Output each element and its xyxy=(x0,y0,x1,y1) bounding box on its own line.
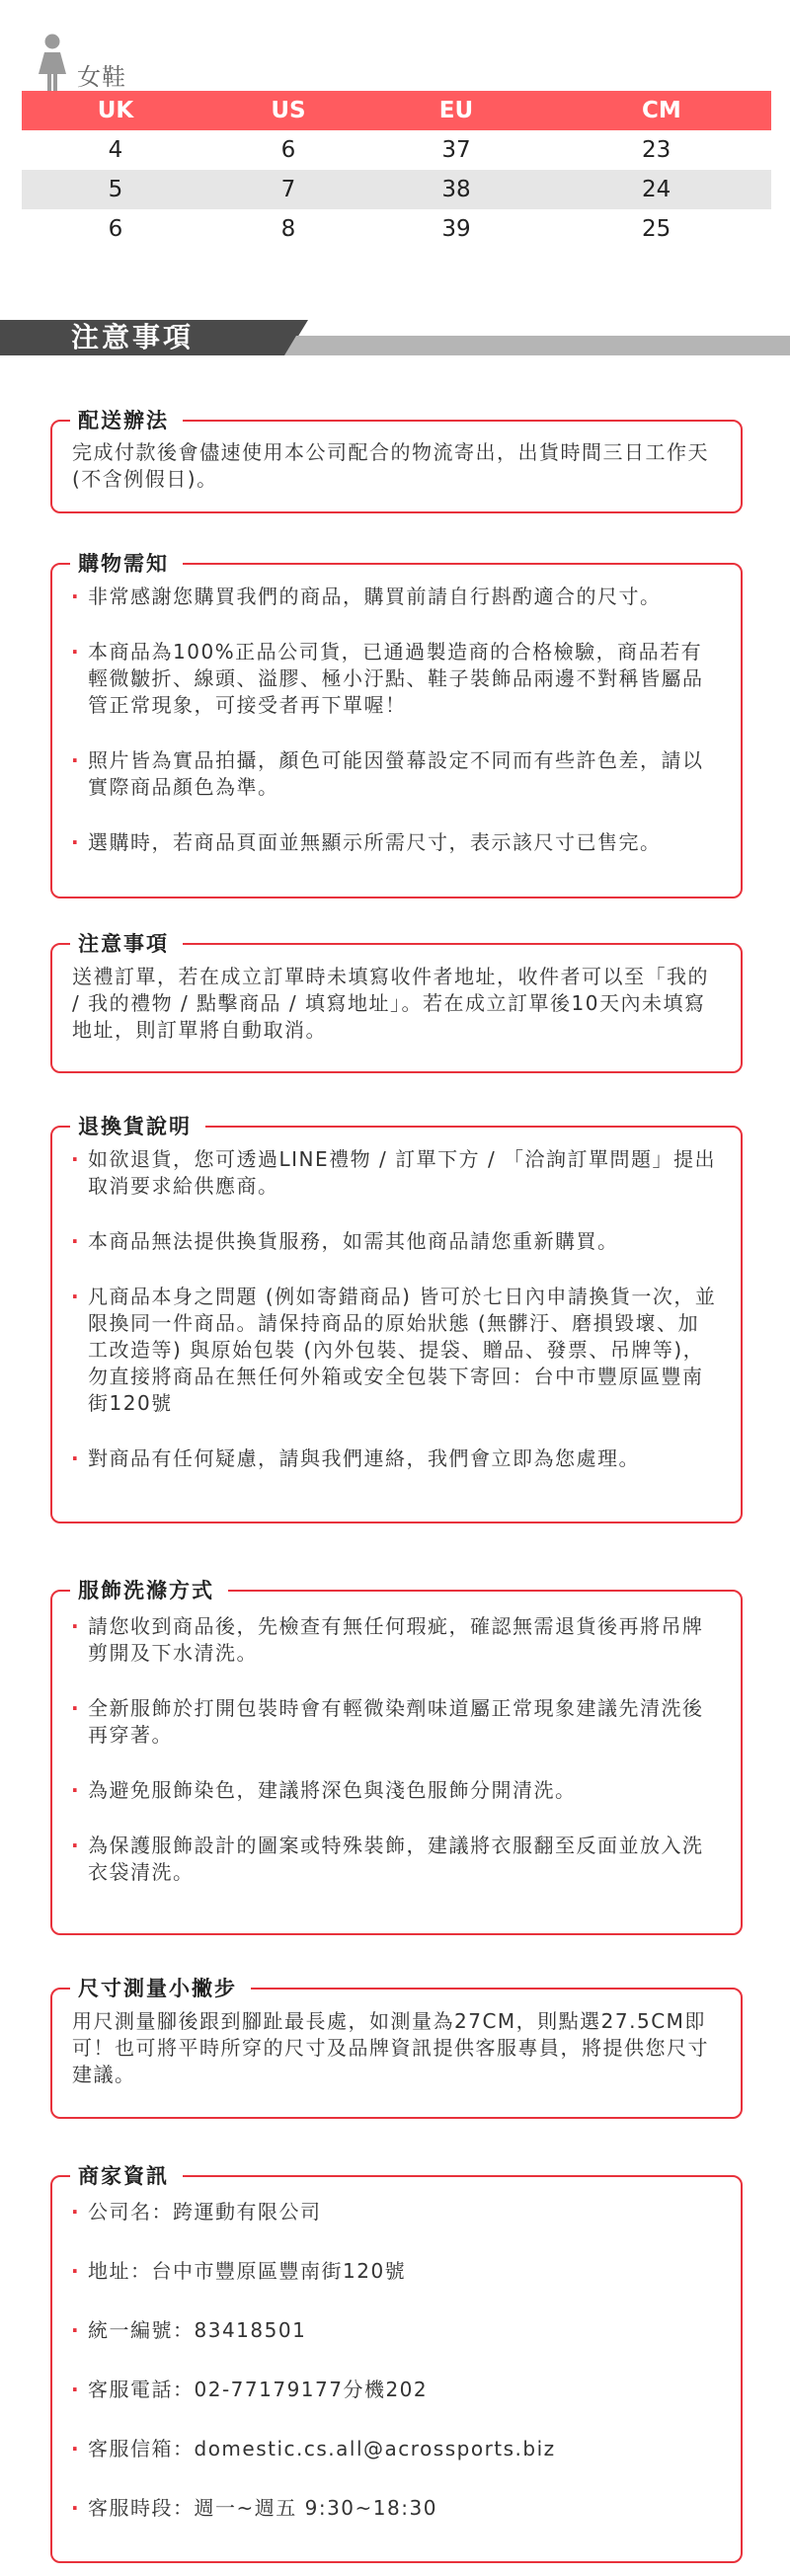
bullet: · xyxy=(71,1778,81,1802)
bullet: · xyxy=(71,2318,81,2342)
bullet: · xyxy=(71,1147,81,1171)
size-cell: 6 xyxy=(280,137,296,163)
list-item-text: 為保護服飾設計的圖案或特殊裝飾，建議將衣服翻至反面並放入洗衣袋清洗。 xyxy=(88,1834,704,1884)
list-item xyxy=(71,2436,717,2462)
bullet: · xyxy=(71,1446,81,1470)
delivery-box xyxy=(50,409,743,513)
delivery-body xyxy=(52,422,741,511)
merchant-box xyxy=(50,2164,743,2563)
merchant-title: 商家資訊 xyxy=(70,2162,183,2190)
size-table xyxy=(22,91,771,249)
bullet: · xyxy=(71,1285,81,1308)
size-cell: 25 xyxy=(642,216,672,242)
bullet: · xyxy=(71,1229,81,1253)
bullet: · xyxy=(71,1834,81,1857)
bullet: · xyxy=(71,585,81,608)
purchase-body xyxy=(52,565,741,897)
size-cell: 38 xyxy=(367,170,545,209)
attention-body xyxy=(52,945,741,1071)
list-item-text: 本商品無法提供換貨服務，如需其他商品請您重新購買。 xyxy=(88,1229,619,1253)
size-col-cm: CM xyxy=(545,91,771,130)
list-item xyxy=(71,1228,717,1255)
bullet: · xyxy=(71,640,81,664)
list-item xyxy=(71,2495,717,2522)
notice-banner xyxy=(0,316,790,359)
size-col-uk: UK xyxy=(22,91,209,130)
size-col-us: US xyxy=(209,91,367,130)
list-item xyxy=(71,1777,717,1804)
size-cell: 6 xyxy=(108,216,123,242)
list-item xyxy=(71,1445,717,1472)
list-item xyxy=(71,829,717,856)
purchase-title: 購物需知 xyxy=(70,550,183,578)
delivery-title: 配送辦法 xyxy=(70,407,183,434)
list-item-text: 全新服飾於打開包裝時會有輕微染劑味道屬正常現象建議先清洗後再穿著。 xyxy=(88,1696,704,1747)
measure-box xyxy=(50,1977,743,2119)
list-item-text: 公司名：跨運動有限公司 xyxy=(88,2200,322,2224)
size-table-row xyxy=(22,170,771,209)
bullet: · xyxy=(71,2437,81,2460)
attention-title: 注意事項 xyxy=(70,930,183,958)
bullet: · xyxy=(71,2200,81,2224)
notice-banner-title: 注意事項 xyxy=(71,321,195,353)
list-item-text: 客服電話：02-77179177分機202 xyxy=(88,2378,429,2401)
list-item xyxy=(71,2377,717,2403)
list-item xyxy=(71,584,717,610)
laundry-box xyxy=(50,1579,743,1935)
list-item-text: 選購時，若商品頁面並無顯示所需尺寸，表示該尺寸已售完。 xyxy=(88,830,662,854)
list-item-text: 本商品為100%正品公司貨，已通過製造商的合格檢驗，商品若有輕微皺折、線頭、溢膠、極小汙點、鞋子裝飾品兩邊不對稱皆屬品管正常現象，可接受者再下單喔！ xyxy=(88,640,704,717)
list-item xyxy=(71,2258,717,2285)
list-item-text: 非常感謝您購買我們的商品，購買前請自行斟酌適合的尺寸。 xyxy=(88,585,662,608)
list-item-text: 客服時段：週一~週五 9:30~18:30 xyxy=(88,2496,437,2520)
bullet: · xyxy=(71,748,81,772)
list-item xyxy=(71,1146,717,1200)
list-item-text: 照片皆為實品拍攝，顏色可能因螢幕設定不同而有些許色差，請以實際商品顏色為準。 xyxy=(88,748,704,799)
purchase-box xyxy=(50,552,743,898)
size-cell: 24 xyxy=(545,170,771,209)
delivery-text: 完成付款後會儘速使用本公司配合的物流寄出，出貨時間三日工作天(不含例假日)。 xyxy=(72,440,709,491)
female-person-icon xyxy=(36,34,69,95)
list-item-text: 客服信箱：domestic.cs.all@acrossports.biz xyxy=(88,2437,556,2460)
size-cell: 8 xyxy=(280,216,296,242)
bullet: · xyxy=(71,1696,81,1720)
size-table-row xyxy=(22,209,771,249)
size-table-header-row xyxy=(22,91,771,130)
returns-title: 退換貨說明 xyxy=(70,1113,205,1140)
list-item-text: 凡商品本身之問題 (例如寄錯商品) 皆可於七日內申請換貨一次，並限換同一件商品。請保持商品的原始狀態 (無髒汙、磨損毀壞、加工改造等) 與原始包裝 (內外包裝、提袋、贈品、發票、吊牌等)，勿直接將商品在無任何外箱或安全包裝下寄回：台中市豐原區豐南街120號 xyxy=(88,1285,717,1415)
list-item xyxy=(71,1613,717,1667)
list-item-text: 對商品有任何疑慮，請與我們連絡，我們會立即為您處理。 xyxy=(88,1446,640,1470)
measure-title: 尺寸測量小撇步 xyxy=(70,1975,251,2002)
merchant-body xyxy=(52,2177,741,2561)
list-item-text: 請您收到商品後，先檢查有無任何瑕疵，確認無需退貨後再將吊牌剪開及下水清洗。 xyxy=(88,1614,704,1665)
attention-text: 送禮訂單，若在成立訂單時未填寫收件者地址，收件者可以至「我的 / 我的禮物 / 點擊商品 / 填寫地址」。若在成立訂單後10天內未填寫地址，則訂單將自動取消。 xyxy=(72,965,709,1042)
list-item xyxy=(71,2317,717,2344)
returns-box xyxy=(50,1115,743,1523)
bullet: · xyxy=(71,1614,81,1638)
size-cell: 5 xyxy=(22,170,209,209)
measure-body xyxy=(52,1990,741,2117)
returns-body xyxy=(52,1128,741,1522)
size-chart-header xyxy=(36,18,126,95)
attention-box xyxy=(50,932,743,1073)
list-item xyxy=(71,1695,717,1749)
measure-text: 用尺測量腳後跟到腳趾最長處，如測量為27CM，則點選27.5CM即可！也可將平時所穿的尺寸及品牌資訊提供客服專員，將提供您尺寸建議。 xyxy=(72,2009,709,2086)
bullet: · xyxy=(71,2496,81,2520)
size-cell: 4 xyxy=(108,137,123,163)
size-cell: 39 xyxy=(441,216,471,242)
bullet: · xyxy=(71,2259,81,2283)
list-item-text: 統一編號：83418501 xyxy=(88,2318,307,2342)
list-item-text: 為避免服飾染色，建議將深色與淺色服飾分開清洗。 xyxy=(88,1778,577,1802)
size-table-row xyxy=(22,130,771,170)
list-item xyxy=(71,1284,717,1417)
list-item xyxy=(71,639,717,719)
size-cell: 23 xyxy=(642,137,672,163)
size-cell: 37 xyxy=(441,137,471,163)
size-chart-title: 女鞋 xyxy=(77,63,126,91)
bullet: · xyxy=(71,830,81,854)
list-item-text: 地址：台中市豐原區豐南街120號 xyxy=(88,2259,407,2283)
bullet: · xyxy=(71,2378,81,2401)
size-col-eu: EU xyxy=(367,91,545,130)
list-item xyxy=(71,1833,717,1886)
size-cell: 7 xyxy=(209,170,367,209)
list-item xyxy=(71,747,717,801)
list-item-text: 如欲退貨，您可透過LINE禮物 / 訂單下方 / 「洽詢訂單問題」提出取消要求給供應商。 xyxy=(88,1147,717,1198)
laundry-body xyxy=(52,1592,741,1933)
list-item xyxy=(71,2199,717,2225)
laundry-title: 服飾洗滌方式 xyxy=(70,1577,228,1604)
